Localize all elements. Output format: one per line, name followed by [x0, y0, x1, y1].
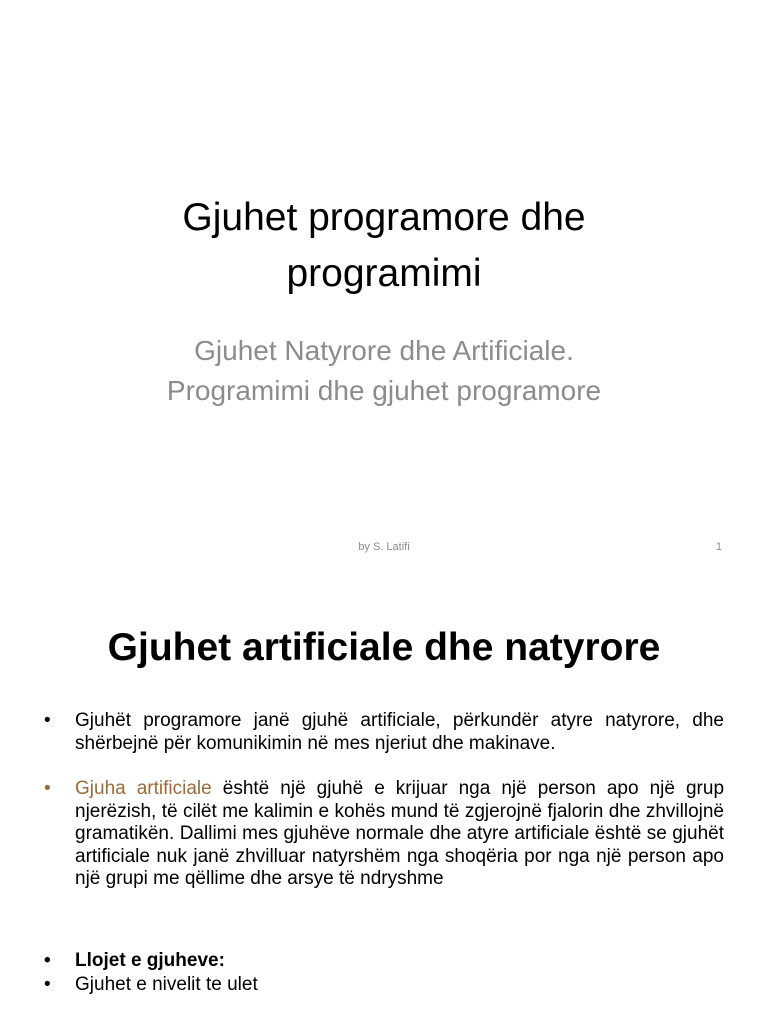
bullet-item-programming-languages [44, 710, 724, 755]
bullet-dot-icon: • [44, 710, 51, 731]
bullet-list [44, 710, 724, 997]
slide-1-title [90, 190, 678, 302]
bullet-dot-icon: • [44, 949, 51, 971]
slide-1-subtitle [90, 331, 678, 411]
slide-2 [0, 576, 768, 1024]
bullet-item-language-types [44, 950, 724, 973]
footer-author: by S. Latifi [358, 541, 410, 553]
bullet-dot-icon: • [44, 974, 51, 995]
bullet-text: Llojet e gjuheve: [75, 949, 225, 971]
slide-1-title-line-2: programimi [286, 252, 482, 295]
bullet-text: Gjuhët programore janë gjuhë artificiale, përkundër atyre natyrore, dhe shërbejnë për komunikimin në mes njeriut dhe makinave. [75, 710, 724, 754]
bullet-text: është një gjuhë e krijuar nga një person apo një grup njerëzish, të cilët me kalimin e kohës mund të zgjerojnë fjalorin dhe zhvillojnë gramatikën. Dallimi mes gjuhëve normale dhe atyre artificiale është se gjuhët artificiale nuk janë zhvilluar natyrshëm nga shoqëria por nga një person apo një grupi me qëllime dhe arsye të ndryshme [75, 778, 725, 889]
bullet-item-low-level [44, 974, 724, 997]
slide-1-subtitle-line-1: Gjuhet Natyrore dhe Artificiale. [194, 335, 574, 366]
slide-1-title-line-1: Gjuhet programore dhe [182, 196, 586, 239]
page-number: 1 [715, 541, 722, 553]
bullet-dot-icon: • [44, 778, 51, 799]
bullet-text: Gjuhet e nivelit te ulet [75, 974, 258, 995]
slide-1-subtitle-line-2: Programimi dhe gjuhet programore [166, 375, 602, 406]
highlighted-term: Gjuha artificiale [75, 778, 212, 799]
bullet-item-artificial-language [44, 778, 724, 891]
slide-2-title: Gjuhet artificiale dhe natyrore [107, 626, 661, 669]
